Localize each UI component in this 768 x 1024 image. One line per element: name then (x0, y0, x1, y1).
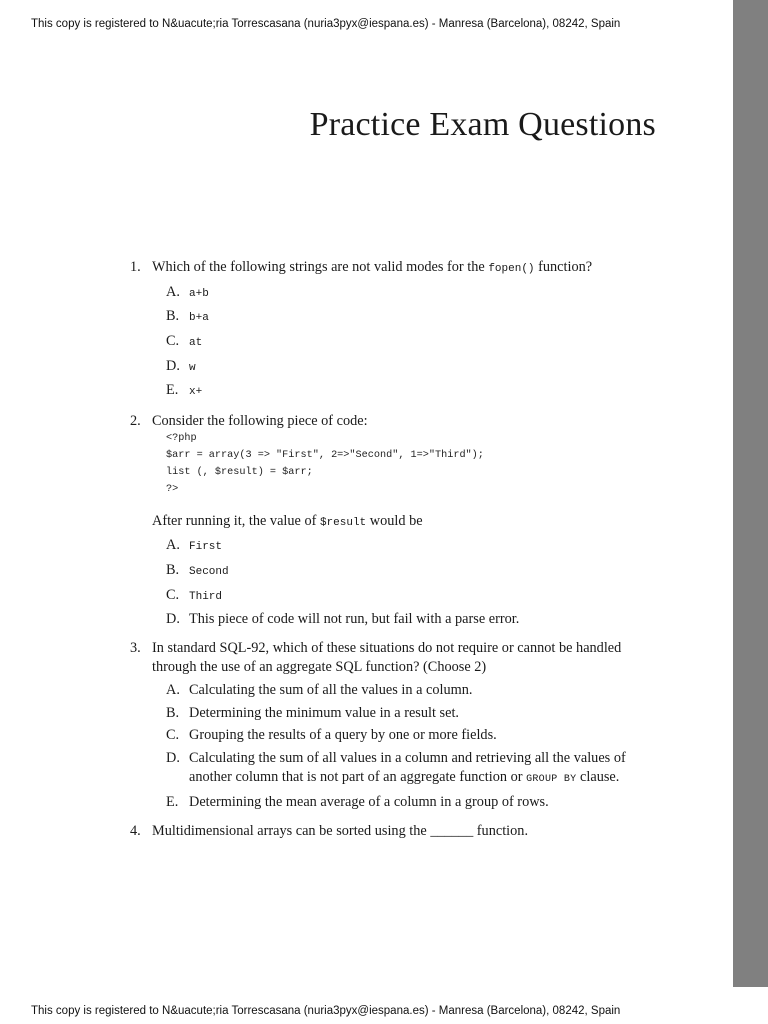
code-block (166, 431, 660, 499)
question-text-part: Which of the following strings are not valid modes for the (152, 259, 489, 275)
option-letter: A. (166, 681, 180, 698)
option-letter: C. (166, 727, 180, 744)
question-followup-text (152, 512, 660, 533)
option-d (166, 749, 660, 789)
option-d (166, 610, 660, 629)
option-text: Determining the mean average of a column in a group of rows. (189, 793, 549, 810)
code-line: $arr = array(3 => "First", 2=>"Second", 1=>"Third"); (166, 450, 484, 462)
option-letter: C. (166, 332, 180, 349)
option-c (166, 726, 660, 745)
code-line: list (, $result) = $arr; (166, 467, 313, 479)
question-number: 2. (130, 413, 141, 430)
registration-watermark-top: This copy is registered to N&uacute;ria Torrescasana (nuria3pyx@iespana.es) - Manresa (Barcelona), 08242, Spain (31, 18, 621, 30)
option-text: at (189, 336, 203, 349)
option-letter: E. (166, 793, 179, 810)
option-b (166, 307, 660, 328)
option-a (166, 536, 660, 557)
option-text: Determining the minimum value in a result set. (189, 704, 459, 721)
option-a (166, 681, 660, 700)
question-text-part: would be (366, 512, 423, 529)
code-line: <?php (166, 433, 197, 445)
question-3 (130, 639, 660, 811)
option-letter: D. (166, 750, 180, 766)
question-text-part: After running it, the value of (152, 512, 320, 529)
option-text: b+a (189, 312, 209, 325)
page-edge-gutter (733, 0, 768, 987)
inline-code: $result (319, 516, 367, 529)
option-text: First (189, 541, 223, 554)
option-text: a+b (189, 287, 209, 300)
question-number: 3. (130, 640, 141, 657)
registration-watermark-bottom: This copy is registered to N&uacute;ria Torrescasana (nuria3pyx@iespana.es) - Manresa (Barcelona), 08242, Spain (31, 1005, 621, 1017)
question-list (130, 258, 660, 851)
question-1 (130, 258, 660, 402)
question-text: Multidimensional arrays can be sorted using the ______ function. (152, 822, 529, 839)
option-text: Calculating the sum of all the values in a column. (189, 681, 473, 698)
option-text: w (189, 361, 196, 374)
option-letter: B. (166, 704, 180, 721)
option-letter: D. (166, 611, 180, 628)
option-c (166, 332, 660, 353)
question-text-part: function? (534, 259, 593, 275)
option-list (152, 283, 660, 403)
option-text: Grouping the results of a query by one or more fields. (189, 727, 497, 744)
option-b (166, 704, 660, 723)
page-title: Practice Exam Questions (309, 106, 656, 143)
question-2 (130, 412, 660, 629)
option-letter: B. (166, 562, 180, 579)
question-4 (130, 822, 660, 841)
option-list (152, 681, 660, 812)
question-number: 4. (130, 822, 141, 839)
inline-code: GROUP BY (526, 774, 577, 785)
option-text-part: clause. (576, 769, 620, 785)
option-letter: D. (166, 357, 180, 374)
option-letter: E. (166, 382, 179, 399)
option-letter: A. (166, 537, 180, 554)
option-b (166, 561, 660, 582)
option-letter: A. (166, 283, 180, 300)
option-e (166, 793, 660, 812)
inline-code: fopen() (488, 263, 535, 275)
option-text: This piece of code will not run, but fail with a parse error. (189, 611, 520, 628)
option-text: Calculating the sum of all values in a column and retrieving all the values of another column that is not part of an aggregate function or (189, 750, 626, 785)
option-text: Second (189, 566, 229, 579)
option-e (166, 381, 660, 402)
option-letter: C. (166, 586, 180, 603)
question-number: 1. (130, 259, 141, 275)
question-text: Consider the following piece of code: (152, 413, 368, 430)
code-line: ?> (166, 483, 179, 495)
question-text (152, 258, 660, 279)
option-text: Third (189, 590, 223, 603)
question-text: In standard SQL-92, which of these situations do not require or cannot be handled through the use of an aggregate SQL function? (Choose 2) (152, 640, 622, 676)
option-d (166, 357, 660, 378)
option-list (152, 536, 660, 629)
option-letter: B. (166, 308, 180, 325)
option-text: x+ (189, 386, 203, 399)
option-c (166, 586, 660, 607)
option-a (166, 283, 660, 304)
